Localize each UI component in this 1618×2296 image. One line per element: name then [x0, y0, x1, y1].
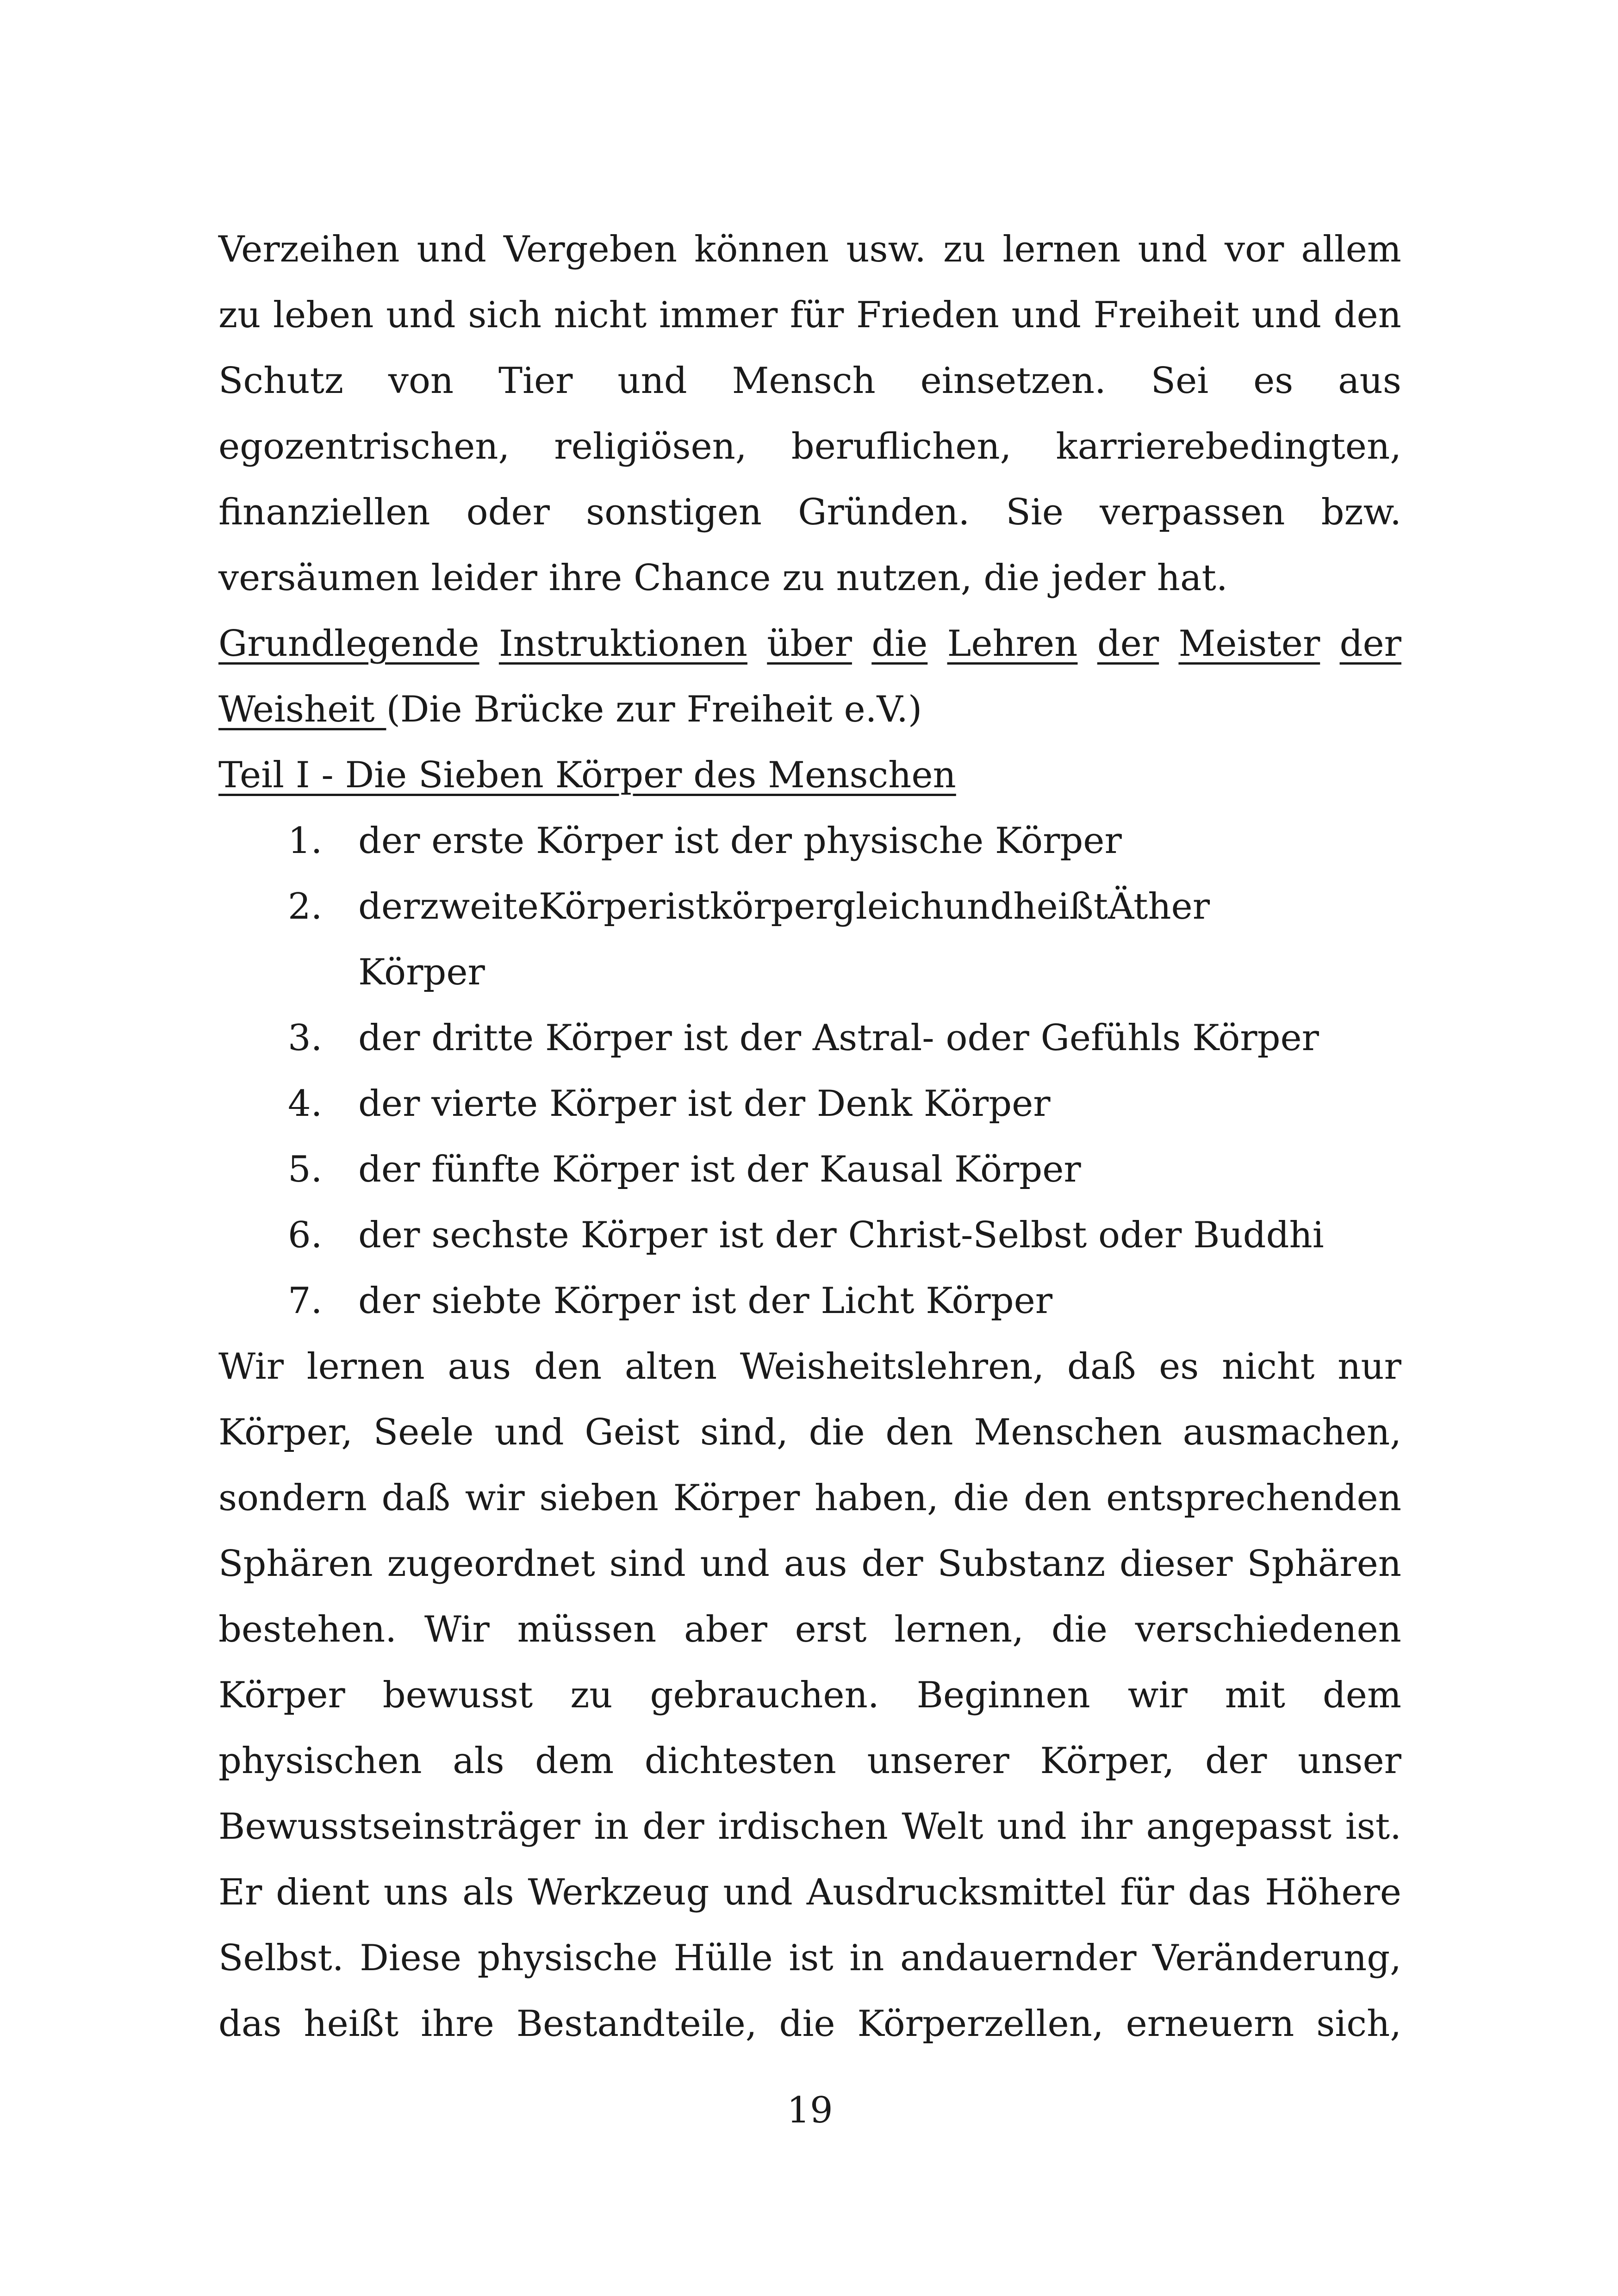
word: Schutz [218, 360, 344, 402]
word: ihre [421, 2003, 494, 2045]
word: Körper, [218, 1412, 353, 1453]
word: bewusst [382, 1674, 533, 1716]
list-item [218, 808, 1401, 874]
word: der [861, 1543, 923, 1585]
word: in [594, 1806, 629, 1848]
word: Beginnen [916, 1674, 1090, 1716]
word: ihr [1080, 1806, 1133, 1848]
word: Gründen. [798, 492, 970, 533]
word: physische [477, 1937, 658, 1979]
word: Selbst. [218, 1937, 344, 1979]
word: den [885, 1412, 953, 1453]
list-text [358, 874, 1401, 940]
word: sind [609, 1543, 686, 1585]
source-title-end: Weisheit [218, 689, 386, 730]
list-item [218, 1005, 1401, 1071]
source-reference [218, 611, 1401, 742]
word: und [997, 1806, 1067, 1848]
word: Körper, [1040, 1740, 1175, 1782]
word: verpassen [1100, 492, 1285, 533]
word: und [700, 1543, 770, 1585]
word: Grundlegende [218, 623, 479, 665]
text-line [218, 479, 1401, 545]
word: egozentrischen, [218, 426, 510, 467]
word: die [1051, 1609, 1108, 1650]
text-line [218, 348, 1401, 414]
word: physischen [218, 1740, 422, 1782]
list-number: 2. [288, 886, 323, 927]
word: bzw. [1321, 492, 1401, 533]
word: es [1253, 360, 1294, 402]
word: der [1339, 623, 1401, 665]
word: gebrauchen. [650, 1674, 879, 1716]
word: leben [273, 294, 374, 336]
text-line [218, 282, 1401, 348]
word: körpergleich [710, 886, 944, 927]
word: unserer [867, 1740, 1009, 1782]
word: die [953, 1477, 1009, 1519]
word: aus [1338, 360, 1401, 402]
word: nicht [554, 294, 647, 336]
word: in [849, 1937, 884, 1979]
seven-bodies-list [218, 808, 1401, 1334]
source-title-line [218, 677, 1401, 742]
word: daß [381, 1477, 451, 1519]
text-line [218, 1597, 1401, 1662]
text-line [218, 1465, 1401, 1531]
word: Er [218, 1872, 262, 1913]
list-number: 7. [288, 1280, 323, 1322]
word: zweite [420, 886, 539, 927]
word: Verzeihen [218, 229, 400, 270]
word: Instruktionen [498, 623, 747, 665]
word: sind, [700, 1412, 788, 1453]
list-text-continuation: Körper [358, 952, 485, 993]
list-text: der fünfte Körper ist der Kausal Körper [358, 1149, 1081, 1190]
text-line [218, 1662, 1401, 1728]
list-text: der siebte Körper ist der Licht Körper [358, 1280, 1053, 1322]
word: es [1159, 1346, 1199, 1388]
word: unser [1297, 1740, 1401, 1782]
list-text: der sechste Körper ist der Christ-Selbst oder Buddhi [358, 1214, 1324, 1256]
word: alten [624, 1346, 717, 1388]
word: lernen, [894, 1609, 1024, 1650]
word: Diese [360, 1937, 462, 1979]
list-item [218, 874, 1401, 1005]
book-page [218, 0, 1401, 2296]
word: und [1251, 294, 1321, 336]
word: für [790, 294, 844, 336]
word: Wir [218, 1346, 284, 1388]
word: mit [1225, 1674, 1285, 1716]
word: aus [784, 1543, 847, 1585]
word: dem [535, 1740, 614, 1782]
word: die [871, 623, 928, 665]
list-text: der dritte Körper ist der Astral- oder Gefühls Körper [358, 1017, 1319, 1059]
word: Sie [1006, 492, 1064, 533]
word: dieser [1119, 1543, 1233, 1585]
list-number: 6. [288, 1214, 323, 1256]
word: allem [1301, 229, 1401, 270]
text-line [218, 1334, 1401, 1400]
text-line: versäumen leider ihre Chance zu nutzen, die jeder hat. [218, 557, 1228, 599]
section-heading-wrap [218, 742, 1401, 808]
word: für [1120, 1872, 1174, 1913]
list-number: 5. [288, 1149, 323, 1190]
text-line [218, 1925, 1401, 1991]
word: lernen [306, 1346, 425, 1388]
word: ist [789, 1937, 834, 1979]
section-heading: Teil I - Die Sieben Körper des Menschen [218, 754, 956, 796]
text-line [218, 1400, 1401, 1465]
word: sich, [1316, 2003, 1401, 2045]
word: lernen [1002, 229, 1121, 270]
word: Lehren [947, 623, 1078, 665]
list-number: 3. [288, 1017, 323, 1059]
text-line [218, 414, 1401, 479]
word: zu [570, 1674, 613, 1716]
word: religiösen, [554, 426, 747, 467]
word: und [1011, 294, 1081, 336]
word: bestehen. [218, 1609, 397, 1650]
word: einsetzen. [920, 360, 1106, 402]
word: Sphären [218, 1543, 373, 1585]
word: aber [684, 1609, 767, 1650]
word: als [453, 1740, 504, 1782]
word: Seele [373, 1412, 474, 1453]
word: Ausdrucksmittel [806, 1872, 1107, 1913]
page-text [218, 217, 1401, 2057]
word: irdischen [718, 1806, 888, 1848]
word: verschiedenen [1135, 1609, 1401, 1650]
text-line [218, 1728, 1401, 1794]
text-line [218, 1860, 1401, 1925]
word: Äther [1108, 886, 1210, 927]
word: zugeordnet [387, 1543, 595, 1585]
word: und [386, 294, 456, 336]
word: vor [1224, 229, 1284, 270]
word: uns [383, 1872, 449, 1913]
word: Weisheitslehren, [740, 1346, 1045, 1388]
text-line [218, 1531, 1401, 1597]
list-item [218, 1268, 1401, 1334]
word: den [1024, 1477, 1092, 1519]
word: und [617, 360, 687, 402]
word: von [388, 360, 454, 402]
word: immer [659, 294, 778, 336]
word: die [779, 2003, 835, 2045]
word: oder [466, 492, 550, 533]
word: wir [465, 1477, 525, 1519]
text-line [218, 217, 1401, 282]
word: Meister [1178, 623, 1320, 665]
page-number: 19 [787, 2090, 833, 2131]
word: sich [468, 294, 542, 336]
intro-paragraph [218, 217, 1401, 611]
word: aus [448, 1346, 511, 1388]
text-line [218, 1991, 1401, 2057]
word: über [767, 623, 852, 665]
word: Hülle [673, 1937, 773, 1979]
word: Körperzellen, [857, 2003, 1104, 2045]
word: ist [665, 886, 710, 927]
word: Mensch [732, 360, 876, 402]
list-number: 4. [288, 1083, 323, 1125]
word: finanziellen [218, 492, 430, 533]
word: heißt [304, 2003, 399, 2045]
word: den [1333, 294, 1401, 336]
word: Bestandteile, [516, 2003, 757, 2045]
word: das [218, 2003, 282, 2045]
list-text: der erste Körper ist der physische Körper [358, 820, 1122, 862]
word: wir [1127, 1674, 1188, 1716]
word: Vergeben [504, 229, 678, 270]
word: Freiheit [1093, 294, 1239, 336]
word: Höhere [1265, 1872, 1401, 1913]
word: und [1138, 229, 1207, 270]
word: zu [218, 294, 261, 336]
word: Körper [218, 1674, 345, 1716]
word: der [1205, 1740, 1267, 1782]
word: andauernder [900, 1937, 1137, 1979]
word: sieben [539, 1477, 659, 1519]
word: daß [1067, 1346, 1136, 1388]
word: beruflichen, [791, 426, 1012, 467]
word: nur [1338, 1346, 1401, 1388]
word: als [462, 1872, 514, 1913]
word: Tier [498, 360, 573, 402]
word: usw. [846, 229, 926, 270]
body-paragraph [218, 1334, 1401, 2057]
source-publisher: (Die Brücke zur Freiheit e.V.) [386, 689, 922, 730]
list-number: 1. [288, 820, 323, 862]
word: Menschen [974, 1412, 1162, 1453]
word: Sei [1151, 360, 1209, 402]
word: und [723, 1872, 793, 1913]
list-item [218, 1137, 1401, 1202]
text-line [218, 1794, 1401, 1860]
word: Geist [585, 1412, 680, 1453]
word: ausmachen, [1182, 1412, 1401, 1453]
word: und [943, 886, 1014, 927]
word: karrierebedingten, [1056, 426, 1401, 467]
word: den [534, 1346, 602, 1388]
word: Werkzeug [528, 1872, 709, 1913]
word: und [494, 1412, 564, 1453]
word: nicht [1222, 1346, 1315, 1388]
word: zu [943, 229, 986, 270]
word: entsprechenden [1106, 1477, 1401, 1519]
word: erst [795, 1609, 867, 1650]
word: Frieden [856, 294, 999, 336]
word: angepasst [1146, 1806, 1332, 1848]
word: Wir [424, 1609, 490, 1650]
word: haben, [814, 1477, 939, 1519]
word: heißt [1013, 886, 1108, 927]
word: und [417, 229, 486, 270]
word: Körper [673, 1477, 800, 1519]
word: Bewusstseinsträger [218, 1806, 580, 1848]
list-item [218, 1071, 1401, 1137]
word: müssen [517, 1609, 657, 1650]
word: sondern [218, 1477, 367, 1519]
word: ist. [1345, 1806, 1401, 1848]
word: der [358, 886, 420, 927]
word: sonstigen [586, 492, 762, 533]
word: der [642, 1806, 704, 1848]
word: Körper [538, 886, 666, 927]
word: können [694, 229, 829, 270]
word: Substanz [937, 1543, 1106, 1585]
source-title-line [218, 611, 1401, 677]
word: Veränderung, [1152, 1937, 1401, 1979]
word: das [1188, 1872, 1251, 1913]
word: Welt [902, 1806, 983, 1848]
word: Sphären [1247, 1543, 1401, 1585]
word: dichtesten [644, 1740, 836, 1782]
list-text: der vierte Körper ist der Denk Körper [358, 1083, 1051, 1125]
word: dient [276, 1872, 370, 1913]
word: erneuern [1126, 2003, 1294, 2045]
list-item [218, 1202, 1401, 1268]
word: die [809, 1412, 865, 1453]
word: dem [1322, 1674, 1401, 1716]
word: der [1097, 623, 1159, 665]
